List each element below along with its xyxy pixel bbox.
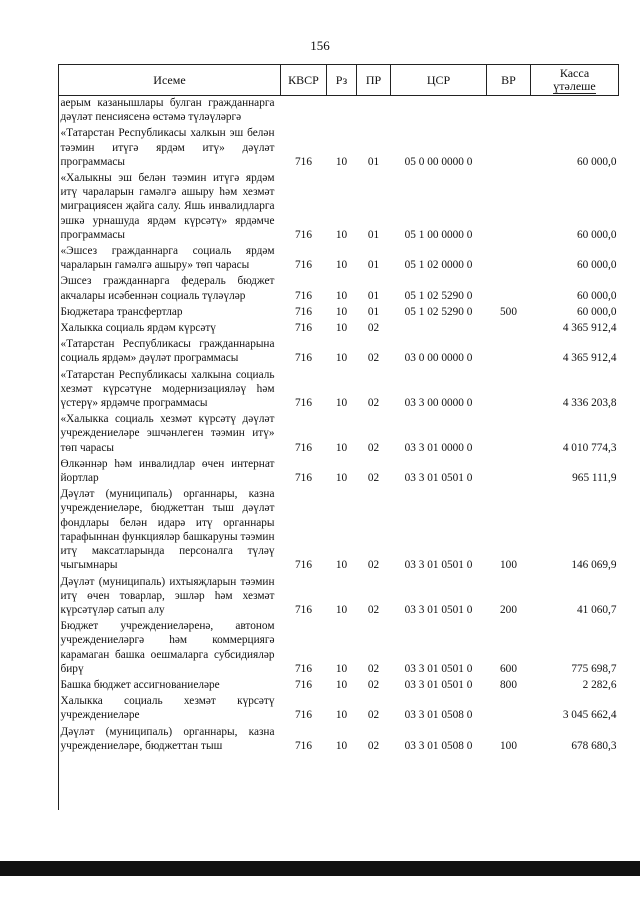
row-name: Бюджет учреждениеләренә, автоном учреждениеләргә һәм коммерциягә карамаган башка оешмаларга субсидияләр бирү <box>60 620 275 675</box>
row-amount: 60 000,0 <box>576 228 617 241</box>
row-name: «Татарстан Республикасы халкына социаль хезмәт күрсәтүне модернизацияләү һәм үстерү» ярдәмче программасы <box>60 368 275 410</box>
row-csr: 03 3 01 0508 0 <box>404 739 473 752</box>
table-header-row <box>59 65 619 96</box>
row-kvsr: 716 <box>295 603 312 616</box>
header-kassa-line1: Касса <box>559 65 590 80</box>
row-pr: 01 <box>367 289 380 302</box>
row-name: Дәүләт (муниципаль) органнары, казна учреждениеләре, бюджеттан тыш дәүләт фондлары белән идарә итү органнары тарафыннан функцияләр башкаруны тәэмин итү максатларында персоналга түләү чыгымнары <box>60 488 275 572</box>
row-name: «Татарстан Республикасы гражданнарына социаль ярдәм» дәүләт программасы <box>60 338 275 365</box>
row-pr: 02 <box>367 603 380 616</box>
row-pr: 02 <box>367 322 380 335</box>
header-rz: Рз <box>327 65 357 96</box>
row-csr: 03 3 01 0501 0 <box>404 662 473 675</box>
row-name: Халыкка социаль ярдәм күрсәтү <box>60 322 216 335</box>
row-name: Дәүләт (муниципаль) ихтыяҗларын тәэмин итү өчен товарлар, эшләр һәм хезмәт күрсәтүләр сатып алу <box>60 575 275 616</box>
row-pr: 02 <box>367 559 380 572</box>
row-vr <box>487 170 531 243</box>
row-name: аерым казанышлары булган гражданнарга дәүләт пенсиясенә өстәмә түләүләргә <box>60 97 275 124</box>
row-rz: 10 <box>335 678 348 691</box>
row-pr: 02 <box>367 662 380 675</box>
row-amount: 41 060,7 <box>576 603 617 616</box>
row-pr: 01 <box>367 259 380 272</box>
row-kvsr: 716 <box>295 678 312 691</box>
table-row <box>59 320 619 336</box>
row-amount <box>531 96 619 126</box>
row-kvsr: 716 <box>295 228 312 241</box>
row-pr: 02 <box>367 441 380 454</box>
row-kvsr: 716 <box>295 322 312 335</box>
row-rz: 10 <box>335 662 348 675</box>
row-vr <box>487 125 531 170</box>
row-kvsr: 716 <box>295 259 312 272</box>
header-kvsr: КВСР <box>281 65 327 96</box>
row-name: Халыкка социаль хезмәт күрсәтү учреждениеләре <box>60 695 275 722</box>
page-number: 156 <box>310 38 330 53</box>
row-csr: 03 3 01 0508 0 <box>404 709 473 722</box>
row-kvsr: 716 <box>295 559 312 572</box>
row-amount: 678 680,3 <box>571 739 617 752</box>
row-kvsr: 716 <box>295 289 312 302</box>
row-amount: 4 010 774,3 <box>562 441 617 454</box>
scan-bottom-band <box>0 861 640 876</box>
row-rz: 10 <box>335 352 348 365</box>
row-rz <box>327 96 357 126</box>
row-name: Башка бюджет ассигнованиеләре <box>60 678 220 691</box>
row-kvsr: 716 <box>295 155 312 168</box>
row-vr <box>487 456 531 486</box>
table-body <box>59 96 619 754</box>
table-row <box>59 243 619 273</box>
row-amount: 146 069,9 <box>571 559 617 572</box>
row-kvsr: 716 <box>295 709 312 722</box>
row-rz: 10 <box>335 441 348 454</box>
row-rz: 10 <box>335 472 348 485</box>
row-pr: 01 <box>367 305 380 318</box>
row-pr <box>357 96 391 126</box>
row-name: Өлкәннәр һәм инвалидлар өчен интернат йортлар <box>60 457 275 485</box>
row-name: «Татарстан Республикасы халкын эш белән тәэмин итүгә ярдәм итү» дәүләт программасы <box>60 127 275 168</box>
header-kassa <box>531 65 619 96</box>
row-vr <box>487 320 531 336</box>
table-row <box>59 367 619 412</box>
row-pr: 02 <box>367 472 380 485</box>
row-vr <box>487 273 531 303</box>
row-rz: 10 <box>335 322 348 335</box>
row-vr: 600 <box>500 662 517 675</box>
row-rz: 10 <box>335 259 348 272</box>
row-pr: 02 <box>367 678 380 691</box>
row-vr: 200 <box>500 603 517 616</box>
row-vr: 800 <box>500 678 517 691</box>
row-name: «Халыкны эш белән тәэмин итүгә ярдәм итү чараларын гамәлгә ашыру һәм хезмәт миграциясен җайга салу. Яшь инвалидларга эшкә урнашуда ярдәм күрсәтү» ярдәмче программасы <box>60 172 275 241</box>
row-rz: 10 <box>335 155 348 168</box>
row-pr: 01 <box>367 155 380 168</box>
row-vr <box>487 96 531 126</box>
row-csr: 03 3 01 0000 0 <box>404 441 473 454</box>
row-pr: 02 <box>367 352 380 365</box>
row-csr: 03 3 01 0501 0 <box>404 603 473 616</box>
row-pr: 02 <box>367 739 380 752</box>
row-vr: 500 <box>500 305 517 318</box>
row-kvsr: 716 <box>295 441 312 454</box>
row-amount: 775 698,7 <box>571 662 617 675</box>
row-amount: 60 000,0 <box>576 259 617 272</box>
row-rz: 10 <box>335 305 348 318</box>
table-row <box>59 273 619 303</box>
header-name: Исеме <box>59 65 281 96</box>
row-pr: 02 <box>367 397 380 410</box>
row-rz: 10 <box>335 709 348 722</box>
row-vr <box>487 411 531 456</box>
row-vr <box>487 693 531 723</box>
table-row <box>59 336 619 366</box>
table-row <box>59 618 619 677</box>
row-csr <box>391 320 487 336</box>
table-row <box>59 96 619 126</box>
row-amount: 3 045 662,4 <box>562 709 617 722</box>
budget-table <box>58 64 619 754</box>
row-name: «Эшсез гражданнарга социаль ярдәм чараларын гамәлгә ашыру» төп чарасы <box>60 245 275 272</box>
row-amount: 4 365 912,4 <box>562 352 617 365</box>
row-csr: 05 0 00 0000 0 <box>404 155 473 168</box>
header-pr: ПР <box>357 65 391 96</box>
row-amount: 4 336 203,8 <box>562 397 617 410</box>
header-kassa-line2: үтәлеше <box>553 78 596 93</box>
row-csr: 03 3 01 0501 0 <box>404 472 473 485</box>
row-csr: 03 0 00 0000 0 <box>404 352 473 365</box>
table-row <box>59 574 619 619</box>
table-row <box>59 724 619 754</box>
row-kvsr: 716 <box>295 472 312 485</box>
row-vr <box>487 336 531 366</box>
table-row <box>59 411 619 456</box>
row-csr <box>391 96 487 126</box>
row-rz: 10 <box>335 228 348 241</box>
row-name: Бюджетара трансфертлар <box>60 305 183 318</box>
row-csr: 03 3 01 0501 0 <box>404 559 473 572</box>
row-amount: 60 000,0 <box>576 155 617 168</box>
row-rz: 10 <box>335 289 348 302</box>
row-kvsr: 716 <box>295 352 312 365</box>
row-csr: 03 3 01 0501 0 <box>404 678 473 691</box>
row-amount: 60 000,0 <box>576 305 617 318</box>
table-row <box>59 304 619 320</box>
row-csr: 05 1 02 5290 0 <box>404 289 473 302</box>
header-csr: ЦСР <box>391 65 487 96</box>
row-rz: 10 <box>335 559 348 572</box>
row-csr: 03 3 00 0000 0 <box>404 397 473 410</box>
row-kvsr: 716 <box>295 739 312 752</box>
table-row <box>59 456 619 486</box>
row-pr: 01 <box>367 228 380 241</box>
row-csr: 05 1 02 0000 0 <box>404 259 473 272</box>
row-amount: 4 365 912,4 <box>562 322 617 335</box>
row-vr: 100 <box>500 739 517 752</box>
row-rz: 10 <box>335 397 348 410</box>
row-kvsr <box>281 96 327 126</box>
table-row <box>59 677 619 693</box>
row-amount: 60 000,0 <box>576 289 617 302</box>
row-rz: 10 <box>335 739 348 752</box>
row-name: Эшсез гражданнарга федераль бюджет акчалары исәбеннән социаль түләүләр <box>60 275 275 302</box>
row-kvsr: 716 <box>295 397 312 410</box>
header-vr: ВР <box>487 65 531 96</box>
row-vr <box>487 243 531 273</box>
row-pr: 02 <box>367 709 380 722</box>
row-kvsr: 716 <box>295 662 312 675</box>
table-row <box>59 125 619 170</box>
table-row <box>59 486 619 573</box>
row-csr: 05 1 02 5290 0 <box>404 305 473 318</box>
row-rz: 10 <box>335 603 348 616</box>
table-row <box>59 170 619 243</box>
row-amount: 2 282,6 <box>582 678 617 691</box>
row-name: «Халыкка социаль хезмәт күрсәтү дәүләт учреждениеләре эшчәнлеген тәэмин итү» төп чарасы <box>60 413 275 454</box>
row-kvsr: 716 <box>295 305 312 318</box>
row-vr: 100 <box>500 559 517 572</box>
row-vr <box>487 367 531 412</box>
row-csr: 05 1 00 0000 0 <box>404 228 473 241</box>
row-amount: 965 111,9 <box>572 472 617 485</box>
row-name: Дәүләт (муниципаль) органнары, казна учреждениеләре, бюджеттан тыш <box>60 725 275 752</box>
table-row <box>59 693 619 723</box>
